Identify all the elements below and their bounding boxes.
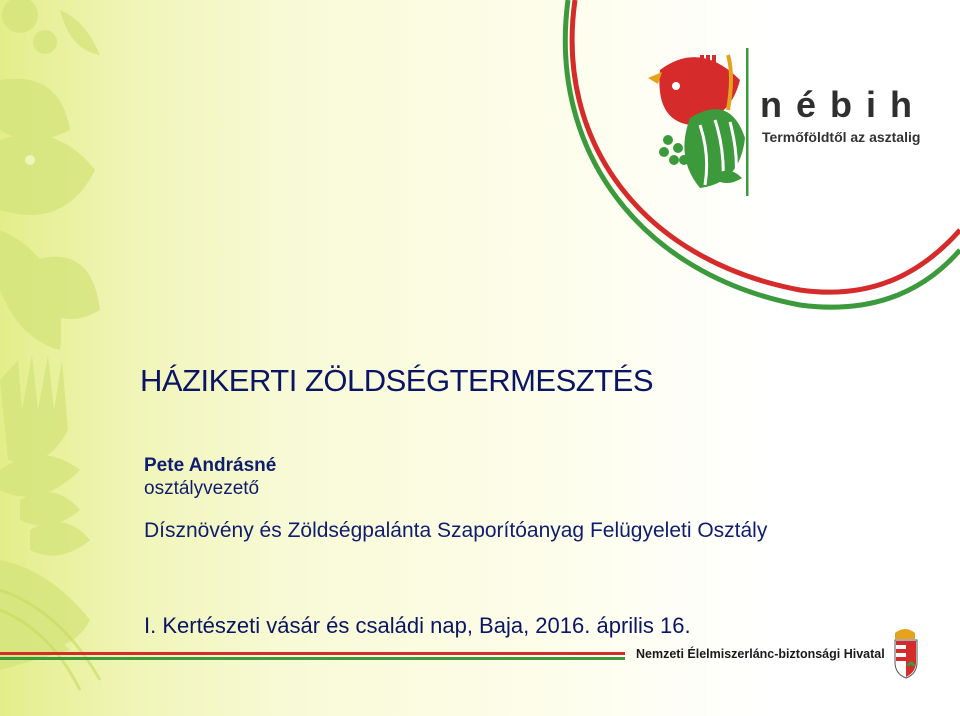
footer-organization: Nemzeti Élelmiszerlánc-biztonsági Hivatal bbox=[636, 647, 885, 661]
event-line: I. Kertészeti vásár és családi nap, Baja, 2016. április 16. bbox=[144, 613, 691, 638]
slide-title: HÁZIKERTI ZÖLDSÉGTERMESZTÉS bbox=[140, 363, 654, 398]
nebih-logo-icon bbox=[648, 48, 749, 196]
author-role: osztályvezető bbox=[144, 478, 260, 499]
department-name: Dísznövény és Zöldségpalánta Szaporítóanyag Felügyeleti Osztály bbox=[144, 519, 768, 542]
brand-tagline: Termőföldtől az asztalig bbox=[762, 129, 921, 145]
left-botanical-decoration bbox=[0, 0, 100, 670]
footer-flag-lines bbox=[0, 652, 625, 660]
flag-arc-decoration bbox=[565, 0, 960, 307]
hungarian-coat-of-arms-icon bbox=[895, 629, 917, 678]
brand-name: nébih bbox=[760, 84, 926, 125]
author-name: Pete Andrásné bbox=[144, 455, 277, 476]
